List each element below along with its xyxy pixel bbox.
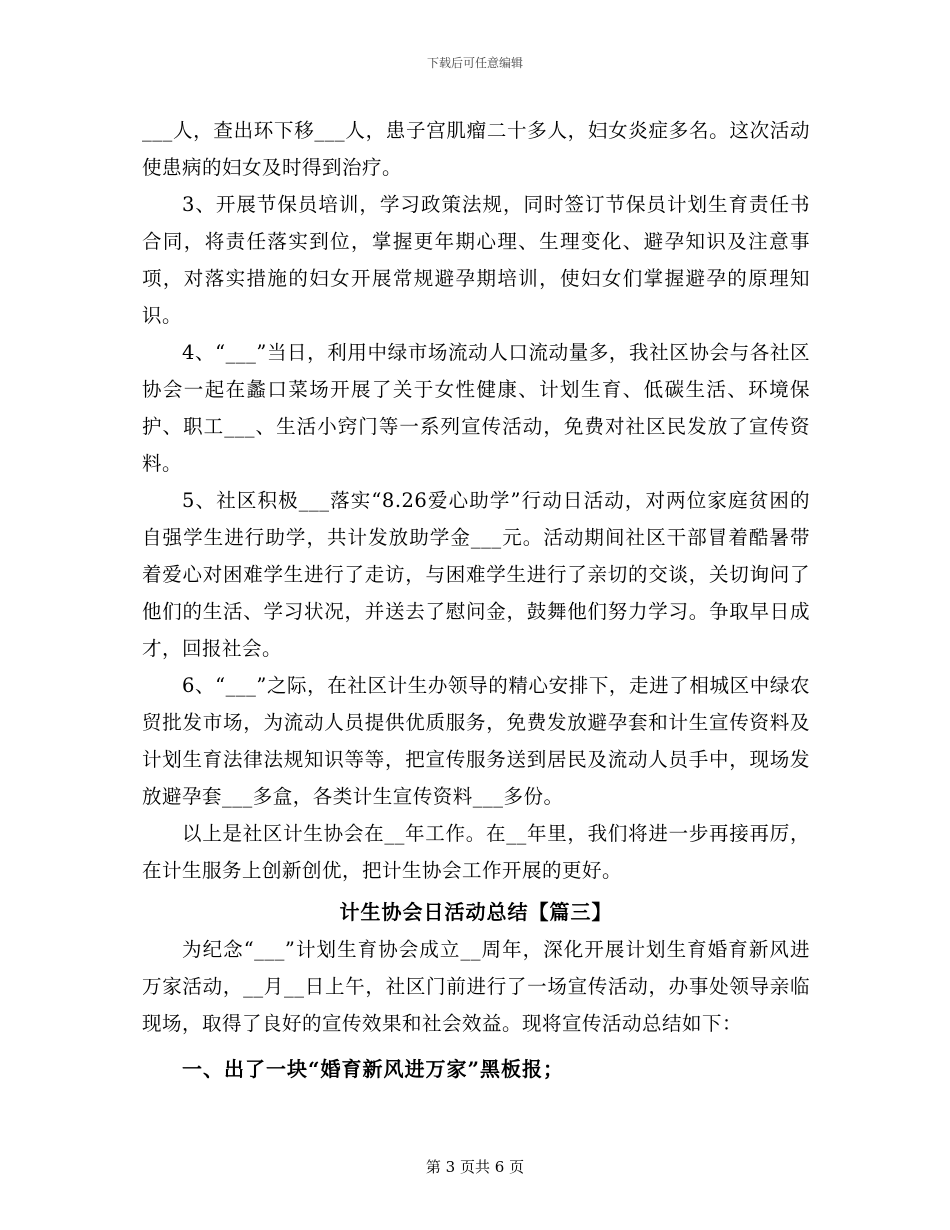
paragraph-item-4: 4、“___”当日，利用中绿市场流动人口流动量多，我社区协会与各社区协会一起在蠡口菜场开展了关于女性健康、计划生育、低碳生活、环境保护、职工___、生活小窍门等一系列宣传活动，免费对社区民发放了宣传资料。	[142, 341, 810, 475]
paragraph-item-3: 3、开展节保员培训，学习政策法规，同时签订节保员计划生育责任书合同，将责任落实到位，掌握更年期心理、生理变化、避孕知识及注意事项，对落实措施的妇女开展常规避孕期培训，使妇女们掌握避孕的原理知识。	[142, 193, 810, 327]
page-number: 第 3 页共 6 页	[425, 1158, 525, 1176]
section-title: 计生协会日活动总结【篇三】	[339, 900, 613, 924]
paragraph-item-5: 5、社区积极___落实“8.26爱心助学”行动日活动，对两位家庭贫困的自强学生进行助学，共计发放助学金___元。活动期间社区干部冒着酷暑带着爱心对困难学生进行了走访，与困难学生进行了亲切的交谈，关切询问了他们的生活、学习状况，并送去了慰问金，鼓舞他们努力学习。争取早日成才，回报社会。	[142, 489, 810, 660]
document-body	[142, 112, 810, 1088]
page-header-note: 下载后可任意编辑	[426, 56, 523, 70]
section-heading-1: 一、出了一块“婚育新风进万家”黑板报；	[182, 1057, 565, 1081]
paragraph-summary: 以上是社区计生协会在__年工作。在__年里，我们将进一步再接再厉，在计生服务上创新创优，把计生协会工作开展的更好。	[142, 822, 810, 882]
paragraph-intro: 为纪念“___”计划生育协会成立__周年，深化开展计划生育婚育新风进万家活动，__月__日上午，社区门前进行了一场宣传活动，办事处领导亲临现场，取得了良好的宣传效果和社会效益。现将宣传活动总结如下：	[142, 938, 810, 1035]
paragraph-continuation: ___人，查出环下移___人，患子宫肌瘤二十多人，妇女炎症多名。这次活动使患病的妇女及时得到治疗。	[142, 119, 810, 179]
paragraph-item-6: 6、“___”之际，在社区计生办领导的精心安排下，走进了相城区中绿农贸批发市场，为流动人员提供优质服务，免费发放避孕套和计生宣传资料及计划生育法律法规知识等等，把宣传服务送到居民及流动人员手中，现场发放避孕套___多盒，各类计生宣传资料___多份。	[142, 674, 810, 808]
